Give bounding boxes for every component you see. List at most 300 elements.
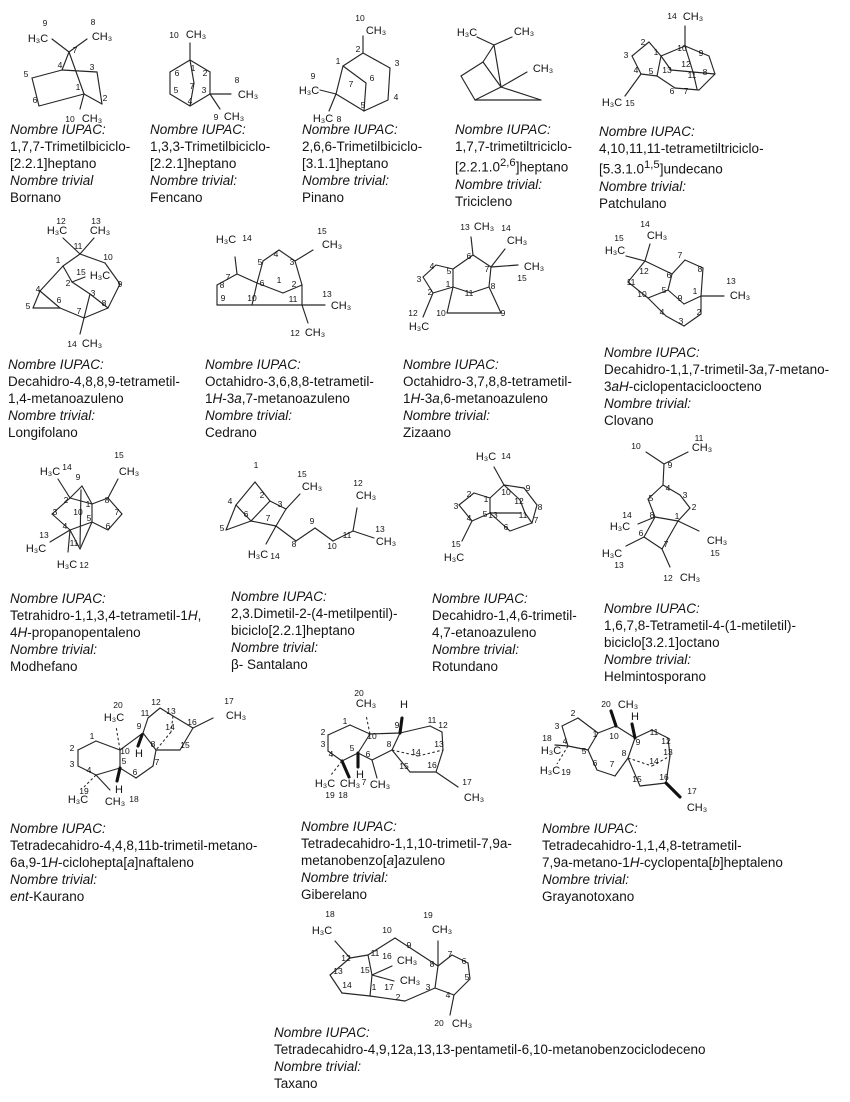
atom-number: 2 [640,37,646,47]
atom-number: 17 [687,786,697,796]
atom-number: 10 [103,252,113,262]
bond [296,528,315,541]
atom-label: H₃C [298,85,320,97]
label-block-kaurano [10,820,310,905]
label-block-bornano [10,121,150,206]
atom-number: 7 [447,949,453,959]
structure-drawing-rotundano [442,443,622,573]
bond [625,74,641,96]
structure-drawing-helmintosporano [600,433,850,595]
label-block-patchulano [599,123,849,212]
bond [187,94,210,106]
atom-label: CH₃ [104,796,126,808]
bond [50,530,70,542]
atom-number: 20 [354,688,364,698]
atom-number: 8 [219,280,225,290]
bond [80,318,84,334]
structure-drawing-giberelano [300,688,560,818]
wedge-bond [666,783,680,797]
trivial-name: Tricicleno [455,193,513,209]
atom-number: 15 [297,469,307,479]
atom-number: 9 [310,71,316,81]
atom-number: 4 [328,749,334,759]
atom-number: 5 [661,285,667,295]
atom-number: 18 [325,909,335,919]
structure-drawing-taxano [270,903,670,1031]
atom-number: 5 [648,493,654,503]
bond [363,53,390,68]
atom-number: 11 [694,433,704,443]
atom-label: H₃C [311,925,333,937]
bond [52,39,69,52]
atom-number: 3 [394,58,400,68]
wedge-bond [117,768,120,781]
atom-number: 1 [371,982,377,992]
atom-number: 17 [224,696,234,706]
atom-number: 6 [32,95,38,105]
atom-number: 6 [132,767,138,777]
trivial-name: β- Santalano [231,657,308,672]
atom-number: 4 [57,60,63,70]
atom-number: 6 [466,251,472,261]
atom-number: 9 [667,460,673,470]
bond [32,70,62,78]
atom-number: 10 [120,746,130,756]
atom-number: 11 [464,288,474,298]
atom-label: CH₃ [506,235,528,247]
bond [72,277,85,282]
structure-drawing-grayanotoxano [540,688,850,818]
bond [562,718,578,726]
atom-label: CH₃ [375,536,397,548]
trivial-name: Grayanotoxano [542,889,635,904]
iupac-header: Nombre IUPAC: [302,122,398,137]
iupac-header: Nombre IUPAC: [542,821,638,836]
bond [615,758,628,776]
atom-label: H₃C [408,321,430,333]
atom-number: 11 [342,530,352,540]
atom-label: CH₃ [225,710,247,722]
bond [450,995,454,1015]
atom-number: 10 [609,731,619,741]
atom-number: 16 [659,772,669,782]
atom-number: 9 [406,940,412,950]
bond [96,775,110,790]
bond [364,100,388,111]
bond [372,750,392,760]
atom-label: CH₃ [339,778,361,790]
atom-number: 20 [601,699,611,709]
atom-number: 13 [614,560,624,570]
trivial-name: Taxano [274,1076,318,1091]
atom-number: 4 [273,249,279,259]
atom-label: CH₃ [431,924,453,936]
bond [657,56,661,76]
atom-number: 12 [341,953,351,963]
atom-number: 3 [90,288,96,298]
atom-number: 6 [503,522,509,532]
atom-number: 13 [39,530,49,540]
label-block-longifolano [8,356,208,441]
atom-number: 5 [349,743,355,753]
structure-drawing-patchulano [597,4,752,124]
atom-number: 8 [104,495,110,505]
atom-number: 19 [325,790,335,800]
atom-number: 6 [56,295,62,305]
atom-number: 15 [614,233,624,243]
atom-label: H₃C [215,234,237,246]
atom-number: 14 [242,233,252,243]
structure-drawing-modhefano [10,446,225,578]
bond [372,975,394,981]
atom-number: 5 [464,972,470,982]
bond [328,725,350,735]
bond [685,46,709,56]
atom-number: 13 [488,510,498,520]
bond [226,521,251,530]
atom-number: 3 [89,62,95,72]
atom-number: 15 [710,548,720,558]
label-block-rotundano [432,590,617,675]
atom-number: 12 [639,266,649,276]
atom-number: 8 [291,539,297,549]
atom-label: CH₃ [237,89,259,101]
bond [148,708,160,718]
atom-number: 11 [370,948,380,958]
atom-number: 4 [665,483,671,493]
atom-number: 1 [653,47,659,57]
atom-number: 18 [129,794,139,804]
iupac-header: Nombre IUPAC: [8,357,104,372]
atom-number: 1 [674,511,680,521]
atom-number: 8 [234,75,240,85]
atom-label: CH₃ [523,261,545,273]
atom-number: 1 [89,731,95,741]
atom-number: 7 [114,507,120,517]
atom-number: 1 [190,63,196,73]
bond [494,467,504,485]
atom-number: 4 [633,65,639,75]
atom-label: H₃C [314,778,336,790]
label-block-pinano [302,121,452,206]
atom-number: 12 [438,720,448,730]
atom-label: CH₃ [532,63,554,75]
atom-number: 4 [445,990,451,1000]
bond [684,296,701,304]
atom-label: CH₃ [646,230,668,242]
atom-label: CH₃ [89,225,111,237]
atom-number: 15 [317,226,327,236]
atom-number: 6 [461,956,467,966]
atom-label: CH₃ [691,442,713,454]
bond [80,254,105,263]
atom-number: 7 [76,306,82,316]
atom-number: 7 [609,759,615,769]
atom-label: H [135,748,143,760]
bond [501,72,527,87]
label-block-helmintosporano [604,600,850,685]
iupac-name: 1,6,7,8-Tetrametil-4-(1-metiletil)- biciclo[3.2.1]octano [604,618,797,650]
atom-label: H₃C [312,113,334,125]
bond [483,62,501,87]
bond [405,988,435,1001]
atom-number: 7 [484,264,490,274]
bond [644,537,662,549]
label-block-modhefano [10,590,225,675]
structure-drawing-clovano [600,216,850,341]
structure-drawing-fencano [148,10,293,128]
atom-number: 2 [69,743,75,753]
atom-number: 14 [62,462,72,472]
atom-number: 20 [113,700,123,710]
structure-drawing-cedrano [205,217,400,352]
atom-number: 14 [165,722,175,732]
atom-number: 11 [626,277,636,287]
atom-number: 8 [621,748,627,758]
atom-number: 2 [65,278,71,288]
trivial-name: Bornano [10,190,62,205]
label-block-tricicleno [455,121,603,210]
bond [320,90,336,94]
atom-label: H₃C [56,559,78,571]
atom-number: 9 [698,48,704,58]
atom-number: 3 [623,50,629,60]
iupac-header: Nombre IUPAC: [455,122,551,137]
atom-label: CH₃ [223,111,245,123]
label-block-zizaano [403,356,603,441]
atom-number: 14 [411,747,421,757]
atom-label: CH₃ [355,698,377,710]
atom-number: 20 [434,1018,444,1028]
bond [315,528,333,541]
bond [392,733,400,750]
atom-number: 17 [462,777,472,787]
iupac-header: Nombre IUPAC: [231,589,327,604]
atom-number: 15 [399,761,409,771]
atom-label: CH₃ [321,239,343,251]
atom-number: 5 [482,509,488,519]
trivial-name: Cedrano [205,425,257,440]
atom-number: 5 [86,513,92,523]
atom-number: 6 [669,86,675,96]
atom-label: H₃C [456,27,478,39]
bond [462,521,472,541]
bond [435,988,454,995]
atom-number: 11 [518,510,528,520]
atom-number: 6 [243,509,249,519]
trivial-name: Longifolano [8,425,78,440]
atom-number: 13 [434,739,444,749]
atom-label: CH₃ [330,300,352,312]
bond [96,741,120,750]
bond [491,265,518,267]
structure-drawing-kaurano [8,688,303,813]
atom-label: CH₃ [399,975,421,987]
iupac-name: Tetradecahidro-1,1,4,8-tetrametil- 7,9a-metano-1H-cyclopenta[b]heptaleno [542,838,783,870]
atom-label: CH₃ [686,802,708,814]
atom-number: 19 [79,786,89,796]
atom-label: CH₃ [679,572,701,584]
atom-number: 10 [382,925,392,935]
bond [510,523,532,531]
atom-number: 5 [173,85,179,95]
atom-label: CH₃ [81,113,103,125]
bond [418,953,438,966]
bond [330,975,342,993]
bond [372,760,377,778]
atom-number: 9 [635,737,641,747]
atom-number: 6 [638,528,644,538]
atom-number: 14 [667,11,677,21]
trivial-header: Nombre trivial: [231,640,319,655]
atom-label: CH₃ [185,29,207,41]
bond [336,66,343,94]
atom-number: 9 [309,516,315,526]
bond [343,53,363,66]
bond [709,56,715,74]
label-block-taxano [274,1024,754,1092]
atom-label: H₃C [25,543,47,555]
atom-number: 11 [288,294,298,304]
trivial-header: Nombre trivial: [10,642,98,657]
atom-number: 12 [353,478,363,488]
trivial-name: Modhefano [10,659,78,674]
trivial-name: Patchulano [599,195,667,211]
bond [461,62,483,76]
atom-number: 5 [360,100,366,110]
atom-label: CH₃ [91,31,113,43]
iupac-header: Nombre IUPAC: [10,821,106,836]
atom-number: 7 [189,81,195,91]
trivial-header: Nombre trivial: [542,872,630,887]
atom-label: CH₃ [706,535,728,547]
atom-number: 14 [649,756,659,766]
atom-number: 12 [514,496,524,506]
atom-number: 12 [663,573,673,583]
bond [350,955,368,958]
atom-number: 10 [637,289,647,299]
trivial-header: Nombre trivial: [205,408,293,423]
atom-label: CH₃ [369,779,391,791]
bond [663,464,664,485]
atom-number: 10 [367,731,377,741]
bond [84,294,90,318]
iupac-header: Nombre IUPAC: [274,1025,370,1040]
atom-number: 1 [55,255,61,265]
atom-number: 16 [427,760,437,770]
iupac-name: Decahidro-4,8,8,9-tetrametil- 1,4-metanoazuleno [8,374,180,406]
bond [475,87,501,100]
atom-number: 12 [681,59,691,69]
atom-number: 4 [659,307,665,317]
atom-number: 5 [219,523,225,533]
structure-drawing-santalano [218,446,468,571]
atom-number: 2 [259,490,265,500]
atom-number: 7 [154,757,160,767]
atom-number: 7 [348,79,354,89]
atom-number: 13 [333,966,343,976]
bond [353,531,374,538]
bond [170,60,190,72]
bond [96,768,120,775]
structure-drawing-tricicleno [453,10,598,122]
atom-number: 3 [320,739,326,749]
atom-number: 13 [662,65,672,75]
bond [136,766,153,778]
atom-number: 1 [692,286,698,296]
atom-number: 10 [247,293,257,303]
atom-number: 14 [342,980,352,990]
atom-label: CH₃ [513,26,535,38]
atom-label: H [631,711,639,723]
bond [237,274,257,283]
bond [400,726,430,733]
iupac-header: Nombre IUPAC: [205,357,301,372]
trivial-header: Nombre trivial: [8,408,96,423]
trivial-header: Nombre trivial: [10,872,98,887]
bond [210,94,220,109]
atom-number: 15 [625,98,635,108]
atom-number: 3 [52,507,58,517]
atom-number: 2 [395,992,401,1002]
atom-number: 6 [105,521,111,531]
atom-number: 15 [76,267,86,277]
label-block-cedrano [205,356,405,441]
label-block-grayanotoxano [542,820,850,905]
bond [494,37,512,45]
atom-number: 9 [75,472,81,482]
atom-number: 2 [102,93,108,103]
atom-number: 14 [501,223,511,233]
bond [372,966,392,975]
atom-number: 9 [525,483,531,493]
atom-label: CH₃ [365,25,387,37]
atom-number: 12 [661,736,671,746]
trivial-header: Nombre trivial: [274,1059,362,1074]
atom-number: 4 [187,96,193,106]
atom-number: 7 [533,515,539,525]
atom-number: 6 [259,278,265,288]
atom-number: 1 [592,729,598,739]
bond [84,308,108,318]
bond [436,750,443,772]
iupac-header: Nombre IUPAC: [150,122,246,137]
iupac-header: Nombre IUPAC: [599,124,695,139]
label-block-clovano [604,344,850,429]
atom-number: 1 [276,275,282,285]
atom-number: 10 [501,487,511,497]
bond [628,738,635,758]
bond [436,772,458,787]
atom-number: 10 [436,308,446,318]
bond [672,260,685,274]
bond [266,526,276,544]
atom-label: H₃C [39,466,61,478]
atom-number: 14 [270,551,280,561]
atom-number: 5 [581,746,587,756]
atom-number: 8 [336,114,342,124]
wedge-bond [342,761,349,777]
atom-number: 7 [225,272,231,282]
dashed-bond [331,761,342,775]
iupac-name: Tetradecahidro-1,1,10-trimetil-7,9a- metanobenzo[a]azuleno [301,836,512,868]
atom-number: 9 [220,293,226,303]
atom-number: 1 [445,279,451,289]
atom-number: 7 [265,513,271,523]
atom-number: 7 [683,86,689,96]
trivial-name: Giberelano [301,887,368,902]
bond [235,257,237,274]
